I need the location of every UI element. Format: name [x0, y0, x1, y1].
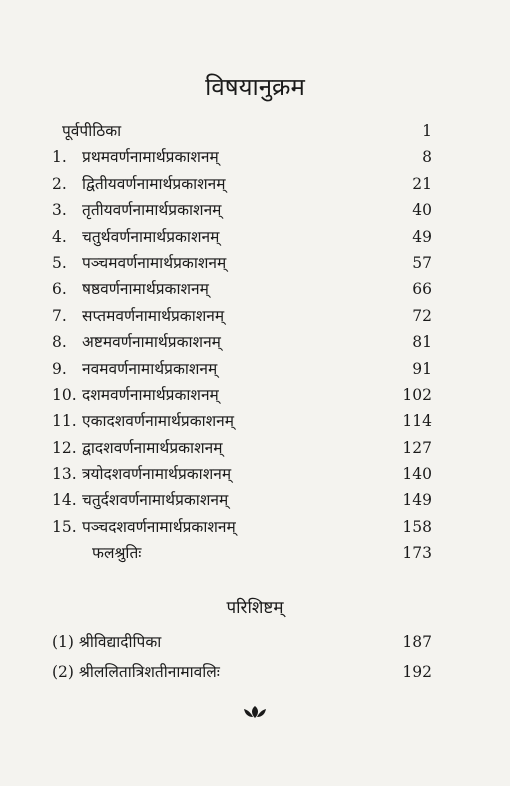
appendix-entry-page: 187 — [402, 633, 432, 651]
toc-entry-number: 4. — [52, 227, 67, 246]
toc-entry — [52, 329, 432, 355]
toc-entry-number: 6. — [52, 280, 67, 299]
toc-entry — [52, 303, 432, 329]
page-title: विषयानुक्रम — [205, 73, 305, 101]
toc-entry — [52, 144, 432, 170]
toc-entry-page: 81 — [412, 333, 432, 352]
toc-entry-number: 10. — [52, 385, 77, 404]
toc-entry-label: चतुर्थवर्णनामार्थप्रकाशनम् — [82, 227, 220, 246]
toc-entry-label: पञ्चमवर्णनामार्थप्रकाशनम् — [82, 253, 227, 272]
toc-entry-number: 13. — [52, 465, 77, 484]
appendix-entry-page: 192 — [402, 663, 432, 681]
toc-entry-label: द्वादशवर्णनामार्थप्रकाशनम् — [82, 438, 223, 457]
toc-entry-page: 149 — [402, 491, 432, 510]
toc-entry-label: चतुर्दशवर्णनामार्थप्रकाशनम् — [82, 491, 229, 510]
toc-entry-number: 1. — [52, 148, 67, 167]
table-of-contents — [52, 118, 432, 567]
toc-entry-page: 8 — [422, 148, 432, 167]
toc-entry-page: 91 — [412, 359, 432, 378]
toc-entry-label: पूर्वपीठिका — [62, 122, 122, 140]
toc-entry-label: फलश्रुतिः — [92, 544, 142, 563]
toc-entry-number: 8. — [52, 333, 67, 352]
toc-entry — [52, 540, 432, 566]
toc-entry-page: 1 — [422, 122, 432, 140]
appendix-entry — [52, 657, 432, 687]
appendix-entry — [52, 627, 432, 657]
toc-entry-label: त्रयोदशवर्णनामार्थप्रकाशनम् — [82, 465, 232, 484]
appendix-entry-label: (1) श्रीविद्यादीपिका — [52, 633, 162, 651]
toc-entry-label: एकादशवर्णनामार्थप्रकाशनम् — [82, 412, 235, 431]
toc-entry-label: पञ्चदशवर्णनामार्थप्रकाशनम् — [82, 517, 236, 536]
toc-entry-label: नवमवर्णनामार्थप्रकाशनम् — [82, 359, 218, 378]
toc-entry-number: 11. — [52, 412, 77, 431]
appendix-title: परिशिष्टम् — [226, 598, 284, 618]
toc-entry-number: 5. — [52, 253, 67, 272]
toc-entry — [52, 118, 432, 144]
toc-entry — [52, 171, 432, 197]
toc-entry-number: 14. — [52, 491, 77, 510]
toc-entry-number: 9. — [52, 359, 67, 378]
toc-entry-label: सप्तमवर्णनामार्थप्रकाशनम् — [82, 306, 225, 325]
toc-entry-number: 2. — [52, 174, 67, 193]
toc-entry-page: 114 — [402, 412, 432, 431]
toc-entry-number: 12. — [52, 438, 77, 457]
toc-entry-number: 7. — [52, 306, 67, 325]
toc-entry-page: 140 — [402, 465, 432, 484]
toc-entry-label: तृतीयवर्णनामार्थप्रकाशनम् — [82, 201, 222, 220]
toc-entry — [52, 408, 432, 434]
toc-entry-number: 15. — [52, 517, 77, 536]
toc-entry-page: 40 — [412, 201, 432, 220]
toc-entry-page: 102 — [402, 385, 432, 404]
toc-entry — [52, 250, 432, 276]
toc-entry-page: 57 — [412, 253, 432, 272]
toc-entry — [52, 487, 432, 513]
lotus-icon — [0, 704, 510, 723]
toc-entry — [52, 461, 432, 487]
toc-entry-number: 3. — [52, 201, 67, 220]
toc-entry-label: अष्टमवर्णनामार्थप्रकाशनम् — [82, 333, 221, 352]
toc-entry-page: 173 — [402, 544, 432, 563]
toc-entry-page: 21 — [412, 174, 432, 193]
toc-entry-label: प्रथमवर्णनामार्थप्रकाशनम् — [82, 148, 219, 167]
toc-entry-page: 66 — [412, 280, 432, 299]
toc-entry-label: द्वितीयवर्णनामार्थप्रकाशनम् — [82, 174, 226, 193]
toc-entry-page: 49 — [412, 227, 432, 246]
toc-entry — [52, 224, 432, 250]
appendix-entry-label: (2) श्रीललितात्रिशतीनामावलिः — [52, 663, 220, 681]
toc-entry-page: 158 — [402, 517, 432, 536]
toc-entry-page: 72 — [412, 306, 432, 325]
toc-entry — [52, 435, 432, 461]
toc-entry-label: षष्ठवर्णनामार्थप्रकाशनम् — [82, 280, 209, 299]
toc-entry — [52, 382, 432, 408]
toc-entry — [52, 356, 432, 382]
toc-entry-label: दशमवर्णनामार्थप्रकाशनम् — [82, 385, 219, 404]
toc-entry — [52, 514, 432, 540]
appendix-contents — [52, 627, 432, 687]
toc-entry — [52, 197, 432, 223]
toc-entry — [52, 276, 432, 302]
toc-entry-page: 127 — [402, 438, 432, 457]
